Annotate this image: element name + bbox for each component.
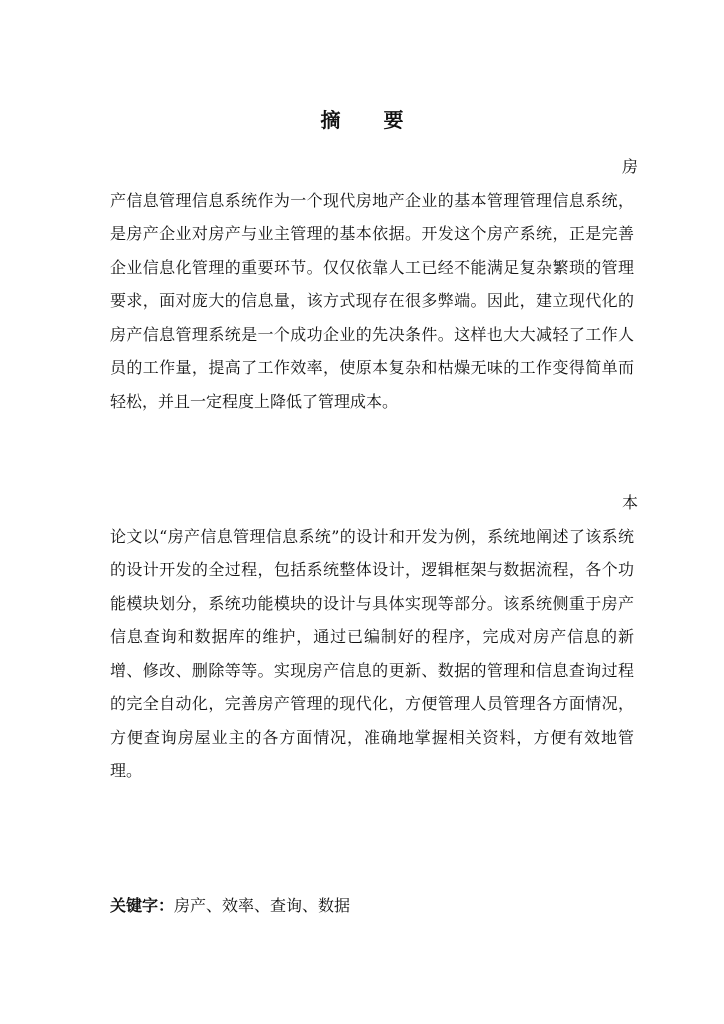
abstract-title: 摘 要 — [320, 108, 422, 132]
keywords-label: 关键字： — [110, 896, 175, 915]
abstract-paragraph-2: 本论文以“房产信息管理信息系统”的设计和开发为例，系统地阐述了该系统的设计开发的全过程，包括系统整体设计，逻辑框架与数据流程，各个功能模块划分，系统功能模块的设计与具体实现等部分。该系统侧重于房产信息查询和数据库的维护，通过已编制好的程序，完成对房产信息的新增、修改、删除等等。实现房产信息的更新、数据的管理和信息查询过程的完全自动化，完善房产管理的现代化，方便管理人员管理各方面情况，方便查询房屋业主的各方面情况，准确地掌握相关资料，方便有效地管理。 — [110, 493, 639, 780]
abstract-paragraph-1: 房产信息管理信息系统作为一个现代房地产企业的基本管理管理信息系统，是房产企业对房产与业主管理的基本依据。开发这个房产系统，正是完善企业信息化管理的重要环节。仅仅依靠人工已经不能满足复杂繁琐的管理要求，面对庞大的信息量，该方式现存在很多弊端。因此，建立现代化的房产信息管理系统是一个成功企业的先决条件。这样也大大减轻了工作人员的工作量，提高了工作效率，使原本复杂和枯燥无味的工作变得简单而轻松，并且一定程度上降低了管理成本。 — [110, 157, 639, 411]
keywords-list: 房产、效率、查询、数据 — [174, 896, 351, 915]
keywords-line — [110, 893, 634, 916]
